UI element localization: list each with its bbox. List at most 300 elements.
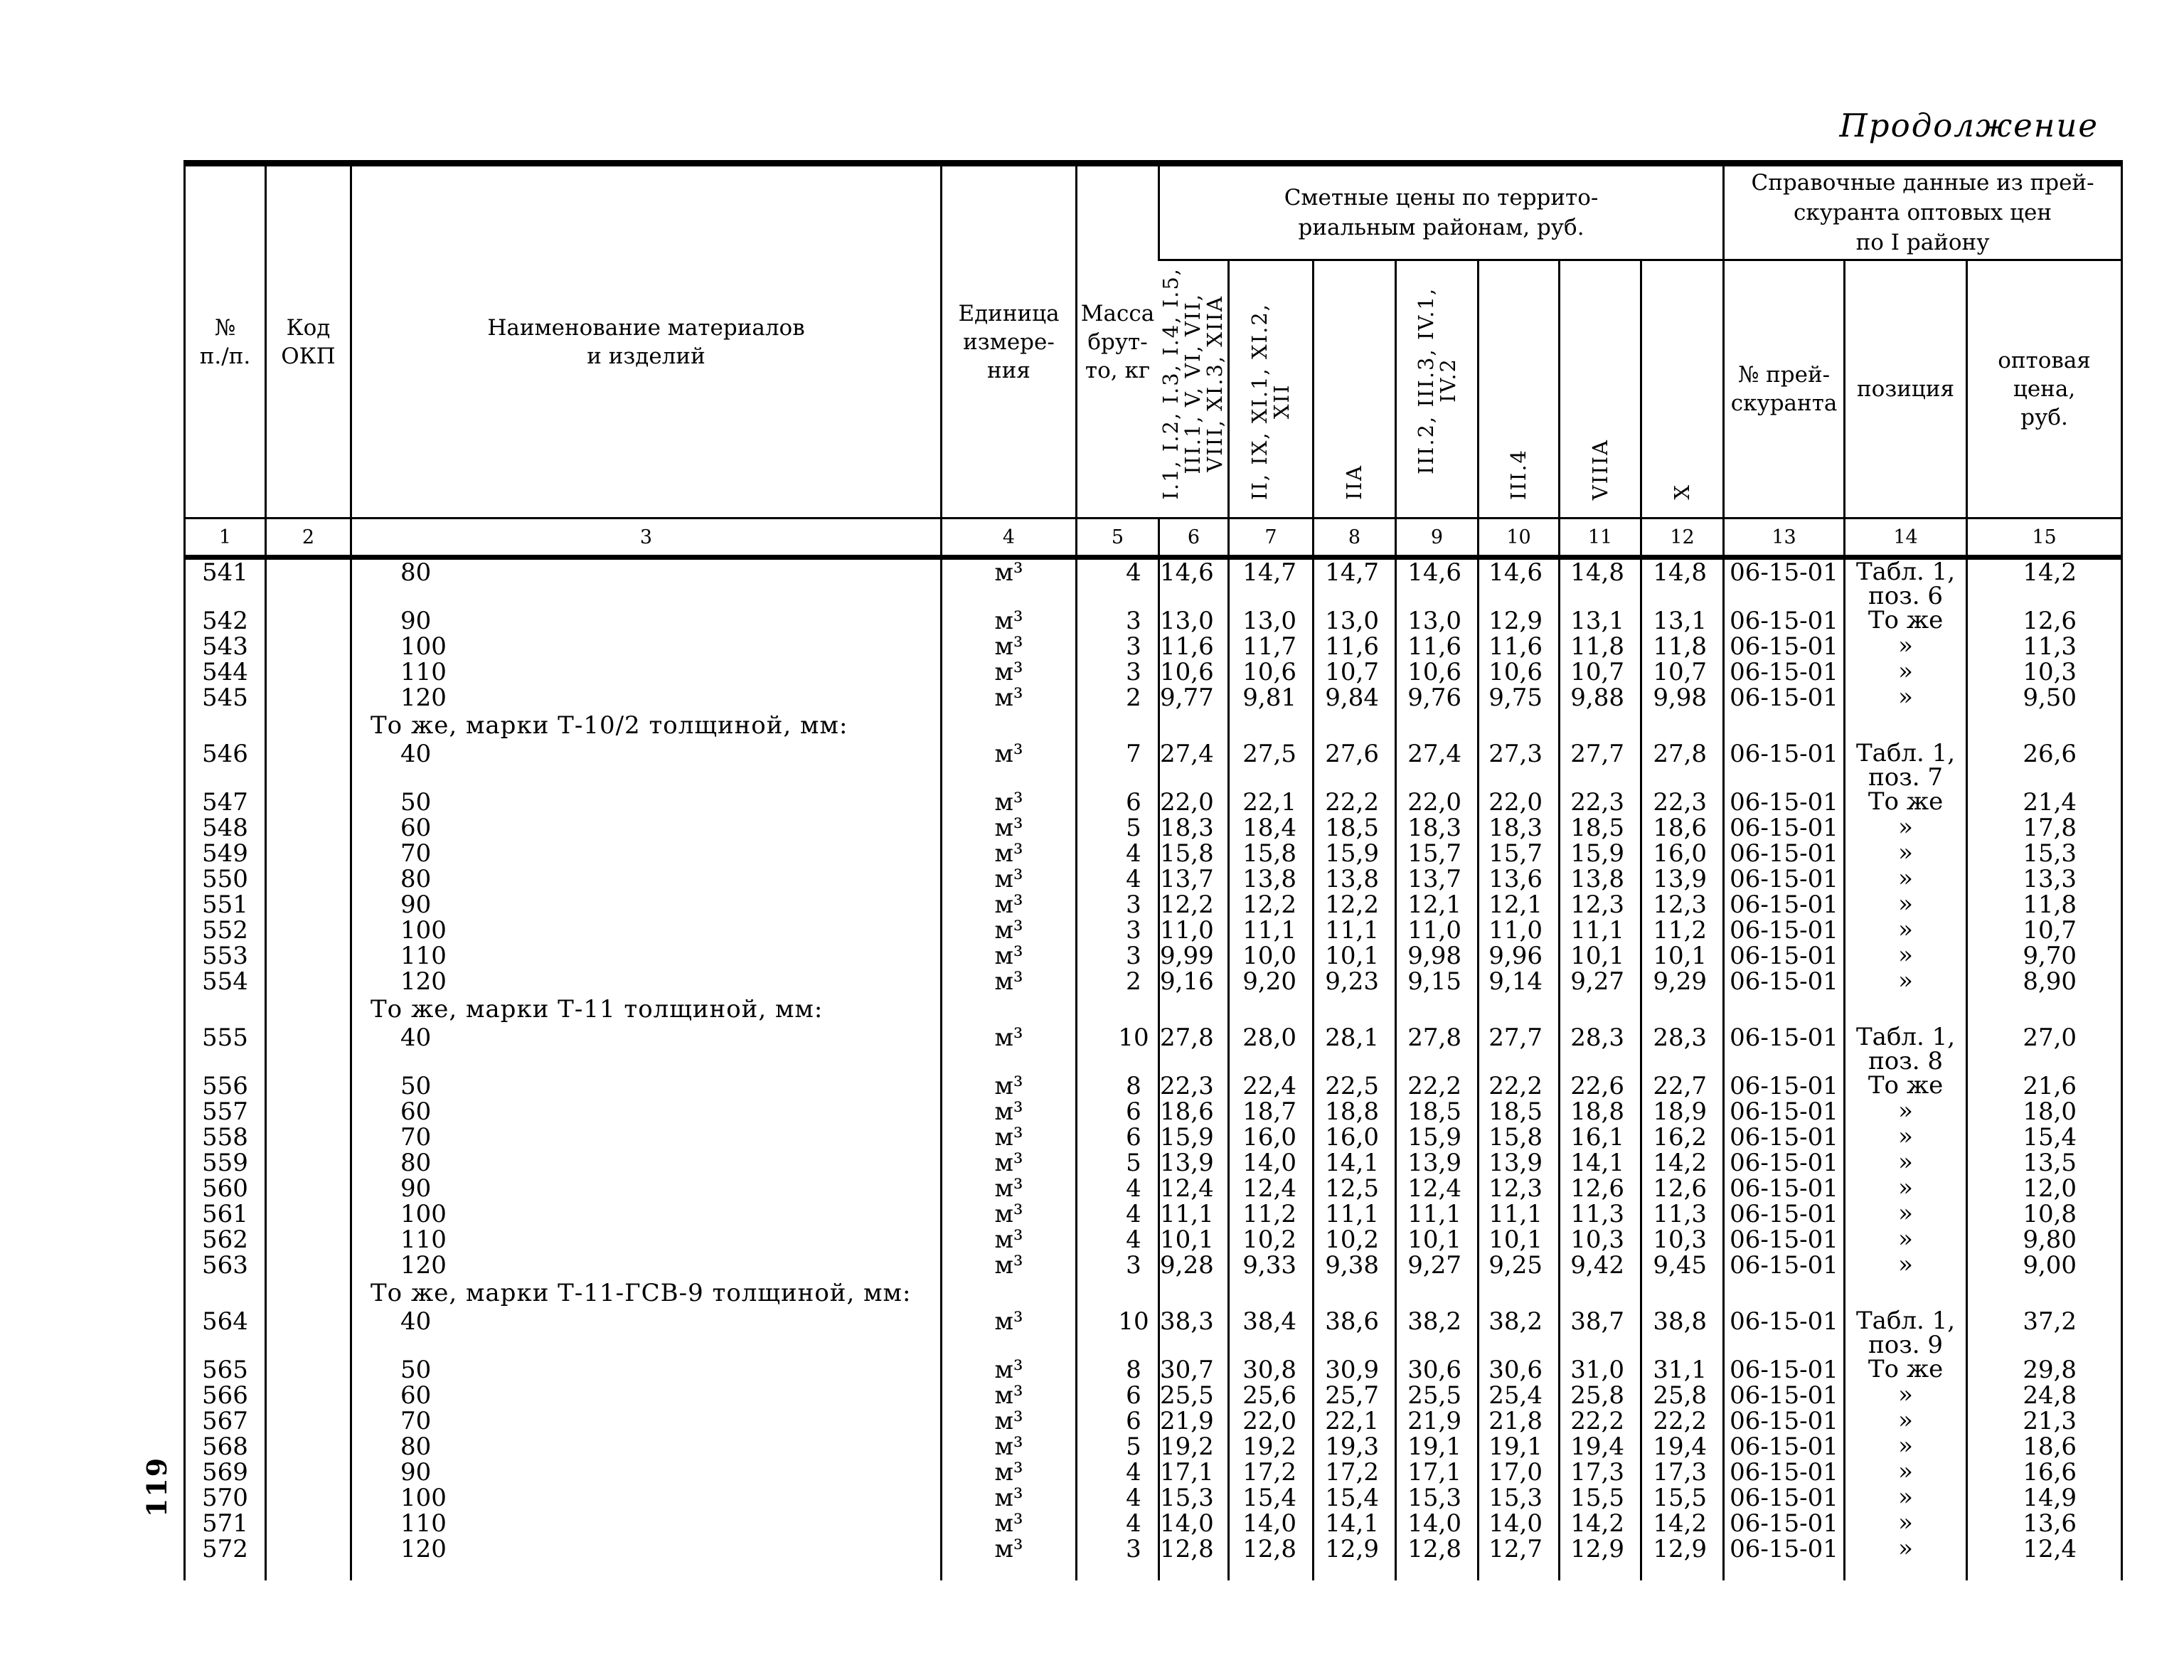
cell-price: 12,4	[1159, 1176, 1229, 1201]
cell-price: 22,6	[1560, 1073, 1641, 1099]
cell-price	[1479, 1278, 1560, 1309]
cell-pricelist: 06-15-01	[1724, 1408, 1845, 1434]
cell-wholesale: 18,6	[1967, 1434, 2122, 1460]
cell-price: 13,0	[1314, 608, 1396, 634]
cell-okp	[266, 918, 351, 943]
cell-unit: м³	[942, 1357, 1077, 1383]
table-row	[185, 1536, 2122, 1562]
cell-okp	[266, 1383, 351, 1408]
cell-name: 60	[351, 815, 942, 841]
cell-price: 10,3	[1641, 1227, 1724, 1253]
table-row	[185, 741, 2122, 790]
cell-mass	[1077, 1278, 1159, 1309]
cell-price: 14,2	[1641, 1150, 1724, 1176]
cell-price: 14,0	[1396, 1511, 1479, 1536]
cell-mass: 3	[1077, 892, 1159, 918]
cell-mass: 3	[1077, 634, 1159, 659]
region-label: III.4	[1506, 448, 1530, 500]
table-row	[185, 841, 2122, 866]
col-no: 8	[1314, 519, 1396, 558]
cell-price: 21,9	[1159, 1408, 1229, 1434]
cell-price: 14,2	[1560, 1511, 1641, 1536]
cell-price: 27,3	[1479, 741, 1560, 790]
cell-name: 90	[351, 1460, 942, 1485]
cell-price: 9,42	[1560, 1253, 1641, 1278]
cell-name: 80	[351, 866, 942, 892]
cell-mass	[1077, 994, 1159, 1025]
cell-price: 11,6	[1314, 634, 1396, 659]
cell-price: 18,3	[1159, 815, 1229, 841]
cell-okp	[266, 685, 351, 711]
table-row	[185, 1383, 2122, 1408]
cell-unit	[942, 1278, 1077, 1309]
cell-wholesale: 18,0	[1967, 1099, 2122, 1125]
cell-price: 18,5	[1314, 815, 1396, 841]
cell-price: 13,9	[1159, 1150, 1229, 1176]
cell-okp	[266, 1485, 351, 1511]
col-no: 6	[1159, 519, 1229, 558]
cell-price: 18,5	[1479, 1099, 1560, 1125]
cell-price: 25,6	[1229, 1383, 1314, 1408]
cell-mass: 8	[1077, 1073, 1159, 1099]
cell-price: 19,2	[1229, 1434, 1314, 1460]
table-bottom-spacer	[185, 1562, 2122, 1580]
cell-name: 60	[351, 1383, 942, 1408]
cell-position	[1845, 994, 1967, 1025]
cell-price	[1314, 1278, 1396, 1309]
cell-price: 11,2	[1229, 1201, 1314, 1227]
cell-pricelist: 06-15-01	[1724, 558, 1845, 609]
cell-okp	[266, 1408, 351, 1434]
cell-num: 554	[202, 967, 248, 996]
cell-mass: 5	[1077, 815, 1159, 841]
cell-position: Табл. 1, поз. 8	[1845, 1025, 1967, 1073]
cell-pricelist: 06-15-01	[1724, 841, 1845, 866]
cell-price: 11,0	[1479, 918, 1560, 943]
cell-pricelist: 06-15-01	[1724, 815, 1845, 841]
cell-section-title: То же, марки Т-11-ГСВ-9 толщиной, мм:	[351, 1278, 942, 1309]
cell-pricelist: 06-15-01	[1724, 1201, 1845, 1227]
cell-price: 18,9	[1641, 1099, 1724, 1125]
cell-price: 12,2	[1159, 892, 1229, 918]
spacer-cell	[942, 1562, 1077, 1580]
cell-unit: м³	[942, 1383, 1077, 1408]
cell-wholesale: 21,4	[1967, 790, 2122, 815]
cell-price: 9,45	[1641, 1253, 1724, 1278]
cell-name: 70	[351, 1408, 942, 1434]
cell-pricelist: 06-15-01	[1724, 1125, 1845, 1150]
cell-wholesale: 21,3	[1967, 1408, 2122, 1434]
cell-price: 22,3	[1641, 790, 1724, 815]
cell-price: 14,1	[1314, 1511, 1396, 1536]
col-no: 3	[351, 519, 942, 558]
cell-price: 9,84	[1314, 685, 1396, 711]
cell-price: 25,4	[1479, 1383, 1560, 1408]
table-row	[185, 815, 2122, 841]
cell-price: 9,20	[1229, 969, 1314, 994]
cell-price: 15,3	[1396, 1485, 1479, 1511]
cell-num: 571	[202, 1509, 248, 1538]
section-row	[185, 994, 2122, 1025]
cell-mass: 6	[1077, 1125, 1159, 1150]
table-row	[185, 608, 2122, 634]
cell-okp	[266, 558, 351, 609]
cell-mass: 10	[1077, 1025, 1159, 1073]
cell-position: »	[1845, 918, 1967, 943]
cell-price: 9,96	[1479, 943, 1560, 969]
cell-unit: м³	[942, 685, 1077, 711]
cell-price: 27,8	[1396, 1025, 1479, 1073]
cell-price: 13,0	[1396, 608, 1479, 634]
cell-price: 17,3	[1560, 1460, 1641, 1485]
cell-name: 100	[351, 634, 942, 659]
col-no: 2	[266, 519, 351, 558]
cell-num: 552	[202, 916, 248, 945]
cell-position: »	[1845, 1125, 1967, 1150]
cell-okp	[266, 608, 351, 634]
cell-price: 27,7	[1479, 1025, 1560, 1073]
col-no: 9	[1396, 519, 1479, 558]
cell-unit: м³	[942, 969, 1077, 994]
cell-num: 559	[202, 1149, 248, 1177]
cell-num: 551	[202, 890, 248, 919]
cell-price: 13,7	[1159, 866, 1229, 892]
cell-mass: 4	[1077, 866, 1159, 892]
table-row	[185, 1408, 2122, 1434]
cell-price	[1229, 711, 1314, 741]
cell-num: 545	[202, 684, 248, 712]
cell-position	[1845, 711, 1967, 741]
cell-mass: 3	[1077, 918, 1159, 943]
cell-num: 550	[202, 865, 248, 893]
cell-price: 11,1	[1229, 918, 1314, 943]
col-no: 1	[185, 519, 266, 558]
cell-num	[185, 711, 266, 741]
cell-price: 30,9	[1314, 1357, 1396, 1383]
cell-price: 14,7	[1314, 558, 1396, 609]
cell-price: 12,3	[1560, 892, 1641, 918]
cell-wholesale: 10,7	[1967, 918, 2122, 943]
header-region-7	[1641, 260, 1724, 519]
cell-unit: м³	[942, 1150, 1077, 1176]
cell-position: »	[1845, 969, 1967, 994]
cell-price	[1641, 711, 1724, 741]
cell-pricelist: 06-15-01	[1724, 866, 1845, 892]
cell-price: 14,6	[1159, 558, 1229, 609]
table-row	[185, 1460, 2122, 1485]
cell-pricelist: 06-15-01	[1724, 1460, 1845, 1485]
cell-wholesale: 16,6	[1967, 1460, 2122, 1485]
table-row	[185, 1150, 2122, 1176]
cell-okp	[266, 841, 351, 866]
cell-price: 10,6	[1159, 659, 1229, 685]
cell-mass: 7	[1077, 741, 1159, 790]
cell-price: 12,8	[1396, 1536, 1479, 1562]
cell-price: 25,8	[1641, 1383, 1724, 1408]
table-row	[185, 1176, 2122, 1201]
cell-section-title: То же, марки Т-10/2 толщиной, мм:	[351, 711, 942, 741]
spacer-cell	[1724, 1562, 1845, 1580]
cell-pricelist: 06-15-01	[1724, 1434, 1845, 1460]
cell-unit: м³	[942, 634, 1077, 659]
cell-price: 18,3	[1396, 815, 1479, 841]
cell-mass: 5	[1077, 1150, 1159, 1176]
cell-name: 90	[351, 608, 942, 634]
cell-position: »	[1845, 1253, 1967, 1278]
cell-position: »	[1845, 841, 1967, 866]
cell-price: 13,1	[1560, 608, 1641, 634]
cell-price: 14,6	[1479, 558, 1560, 609]
cell-price	[1560, 994, 1641, 1025]
cell-wholesale: 10,8	[1967, 1201, 2122, 1227]
cell-mass: 4	[1077, 1201, 1159, 1227]
cell-price: 12,1	[1479, 892, 1560, 918]
cell-pricelist: 06-15-01	[1724, 685, 1845, 711]
cell-mass: 4	[1077, 1511, 1159, 1536]
table-row	[185, 558, 2122, 609]
cell-name: 110	[351, 659, 942, 685]
cell-price: 9,25	[1479, 1253, 1560, 1278]
cell-position: »	[1845, 685, 1967, 711]
cell-mass: 3	[1077, 659, 1159, 685]
cell-position: »	[1845, 1460, 1967, 1485]
cell-price: 30,8	[1229, 1357, 1314, 1383]
cell-price: 9,23	[1314, 969, 1396, 994]
spacer-cell	[1845, 1562, 1967, 1580]
group-header-row	[185, 164, 2122, 260]
cell-unit: м³	[942, 659, 1077, 685]
region-label: II, IX, XI.1, XI.2, XII	[1247, 302, 1294, 500]
cell-price: 15,3	[1159, 1485, 1229, 1511]
cell-name: 40	[351, 1025, 942, 1073]
cell-mass	[1077, 711, 1159, 741]
cell-price: 9,27	[1396, 1253, 1479, 1278]
cell-price: 17,1	[1396, 1460, 1479, 1485]
cell-name: 80	[351, 558, 942, 609]
cell-wholesale: 24,8	[1967, 1383, 2122, 1408]
cell-unit: м³	[942, 1099, 1077, 1125]
cell-pricelist: 06-15-01	[1724, 1383, 1845, 1408]
cell-wholesale	[1967, 711, 2122, 741]
cell-price	[1159, 1278, 1229, 1309]
header-wholesale-price: оптовая цена, руб.	[1967, 260, 2122, 519]
cell-price: 18,5	[1560, 815, 1641, 841]
header-region-4	[1396, 260, 1479, 519]
cell-pricelist: 06-15-01	[1724, 741, 1845, 790]
region-label: IIA	[1342, 464, 1366, 500]
cell-name: 100	[351, 1485, 942, 1511]
cell-price: 22,0	[1479, 790, 1560, 815]
cell-price: 27,6	[1314, 741, 1396, 790]
cell-price: 14,0	[1479, 1511, 1560, 1536]
col-no: 12	[1641, 519, 1724, 558]
cell-okp	[266, 711, 351, 741]
cell-position: То же	[1845, 1073, 1967, 1099]
cell-num: 548	[202, 814, 248, 842]
cell-pricelist: 06-15-01	[1724, 969, 1845, 994]
cell-price: 19,2	[1159, 1434, 1229, 1460]
cell-num	[185, 1278, 266, 1309]
cell-price: 22,3	[1159, 1073, 1229, 1099]
cell-price: 19,4	[1560, 1434, 1641, 1460]
region-label: VIIIA	[1587, 438, 1612, 500]
cell-price: 14,8	[1641, 558, 1724, 609]
cell-price	[1641, 1278, 1724, 1309]
col-no: 14	[1845, 519, 1967, 558]
cell-price: 38,7	[1560, 1309, 1641, 1357]
cell-position: Табл. 1, поз. 6	[1845, 558, 1967, 609]
cell-position: »	[1845, 1511, 1967, 1536]
cell-price: 11,1	[1159, 1201, 1229, 1227]
cell-price: 14,1	[1560, 1150, 1641, 1176]
cell-pricelist: 06-15-01	[1724, 1536, 1845, 1562]
cell-unit: м³	[942, 1176, 1077, 1201]
cell-unit: м³	[942, 815, 1077, 841]
cell-price: 12,9	[1641, 1536, 1724, 1562]
cell-price	[1396, 711, 1479, 741]
cell-price: 15,4	[1314, 1485, 1396, 1511]
cell-mass: 3	[1077, 608, 1159, 634]
cell-okp	[266, 659, 351, 685]
cell-price: 10,1	[1396, 1227, 1479, 1253]
cell-position	[1845, 1278, 1967, 1309]
cell-price: 15,5	[1641, 1485, 1724, 1511]
cell-pricelist: 06-15-01	[1724, 892, 1845, 918]
cell-wholesale: 11,3	[1967, 634, 2122, 659]
cell-price: 22,1	[1314, 1408, 1396, 1434]
spacer-cell	[1159, 1562, 1229, 1580]
cell-unit: м³	[942, 558, 1077, 609]
cell-wholesale: 14,9	[1967, 1485, 2122, 1511]
cell-mass: 8	[1077, 1357, 1159, 1383]
cell-price: 17,0	[1479, 1460, 1560, 1485]
cell-position: »	[1845, 1099, 1967, 1125]
cell-pricelist: 06-15-01	[1724, 1150, 1845, 1176]
col-no: 4	[942, 519, 1077, 558]
cell-price: 11,7	[1229, 634, 1314, 659]
col-no: 13	[1724, 519, 1845, 558]
cell-pricelist	[1724, 711, 1845, 741]
cell-num: 563	[202, 1251, 248, 1280]
cell-price: 31,0	[1560, 1357, 1641, 1383]
cell-pricelist: 06-15-01	[1724, 634, 1845, 659]
cell-mass: 4	[1077, 841, 1159, 866]
column-number-row	[185, 519, 2122, 558]
cell-okp	[266, 943, 351, 969]
cell-price: 28,3	[1641, 1025, 1724, 1073]
cell-pricelist: 06-15-01	[1724, 1253, 1845, 1278]
cell-price: 28,0	[1229, 1025, 1314, 1073]
continuation-label: Продолжение	[1839, 107, 2099, 144]
table-row	[185, 1125, 2122, 1150]
cell-price: 27,8	[1159, 1025, 1229, 1073]
table-row	[185, 1485, 2122, 1511]
cell-wholesale: 9,00	[1967, 1253, 2122, 1278]
cell-mass: 6	[1077, 790, 1159, 815]
cell-price: 9,99	[1159, 943, 1229, 969]
cell-price: 14,2	[1641, 1511, 1724, 1536]
cell-pricelist: 06-15-01	[1724, 608, 1845, 634]
cell-pricelist: 06-15-01	[1724, 1485, 1845, 1511]
cell-position: »	[1845, 1485, 1967, 1511]
cell-price: 27,7	[1560, 741, 1641, 790]
cell-price: 9,28	[1159, 1253, 1229, 1278]
cell-price: 10,1	[1560, 943, 1641, 969]
cell-name: 110	[351, 1227, 942, 1253]
cell-mass: 6	[1077, 1408, 1159, 1434]
cell-position: »	[1845, 659, 1967, 685]
cell-position: »	[1845, 1536, 1967, 1562]
cell-price: 9,33	[1229, 1253, 1314, 1278]
cell-price: 15,9	[1560, 841, 1641, 866]
cell-unit: м³	[942, 1025, 1077, 1073]
cell-price: 22,2	[1479, 1073, 1560, 1099]
cell-price: 10,1	[1314, 943, 1396, 969]
cell-pricelist: 06-15-01	[1724, 1309, 1845, 1357]
cell-position: »	[1845, 1408, 1967, 1434]
cell-unit: м³	[942, 1227, 1077, 1253]
cell-num: 547	[202, 788, 248, 817]
price-table	[183, 160, 2123, 1580]
cell-name: 80	[351, 1434, 942, 1460]
cell-num: 543	[202, 632, 248, 661]
cell-price: 14,0	[1229, 1511, 1314, 1536]
col-no: 11	[1560, 519, 1641, 558]
table-row	[185, 1511, 2122, 1536]
cell-price: 18,3	[1479, 815, 1560, 841]
cell-price: 11,0	[1159, 918, 1229, 943]
cell-price: 17,1	[1159, 1460, 1229, 1485]
cell-price: 22,2	[1314, 790, 1396, 815]
cell-num: 558	[202, 1123, 248, 1152]
cell-okp	[266, 1125, 351, 1150]
cell-price: 16,0	[1314, 1125, 1396, 1150]
cell-okp	[266, 790, 351, 815]
spacer-cell	[1396, 1562, 1479, 1580]
cell-okp	[266, 866, 351, 892]
cell-price: 22,1	[1229, 790, 1314, 815]
cell-unit: м³	[942, 866, 1077, 892]
cell-price: 12,7	[1479, 1536, 1560, 1562]
cell-num: 569	[202, 1458, 248, 1487]
cell-name: 80	[351, 1150, 942, 1176]
cell-okp	[266, 1278, 351, 1309]
cell-price: 19,1	[1396, 1434, 1479, 1460]
cell-wholesale: 10,3	[1967, 659, 2122, 685]
cell-price: 12,8	[1229, 1536, 1314, 1562]
cell-price: 10,6	[1396, 659, 1479, 685]
cell-mass: 4	[1077, 1227, 1159, 1253]
cell-okp	[266, 1357, 351, 1383]
cell-wholesale: 21,6	[1967, 1073, 2122, 1099]
cell-position: »	[1845, 1201, 1967, 1227]
cell-unit: м³	[942, 790, 1077, 815]
header-position: позиция	[1845, 260, 1967, 519]
cell-price: 9,14	[1479, 969, 1560, 994]
cell-pricelist: 06-15-01	[1724, 1025, 1845, 1073]
table-row	[185, 969, 2122, 994]
cell-price: 27,5	[1229, 741, 1314, 790]
cell-okp	[266, 1511, 351, 1536]
cell-name: 90	[351, 892, 942, 918]
cell-price: 18,8	[1560, 1099, 1641, 1125]
cell-unit: м³	[942, 1511, 1077, 1536]
header-okp: Код ОКП	[266, 164, 351, 519]
cell-price: 31,1	[1641, 1357, 1724, 1383]
cell-price: 25,5	[1396, 1383, 1479, 1408]
region-label: X	[1670, 484, 1695, 500]
cell-price	[1159, 711, 1229, 741]
